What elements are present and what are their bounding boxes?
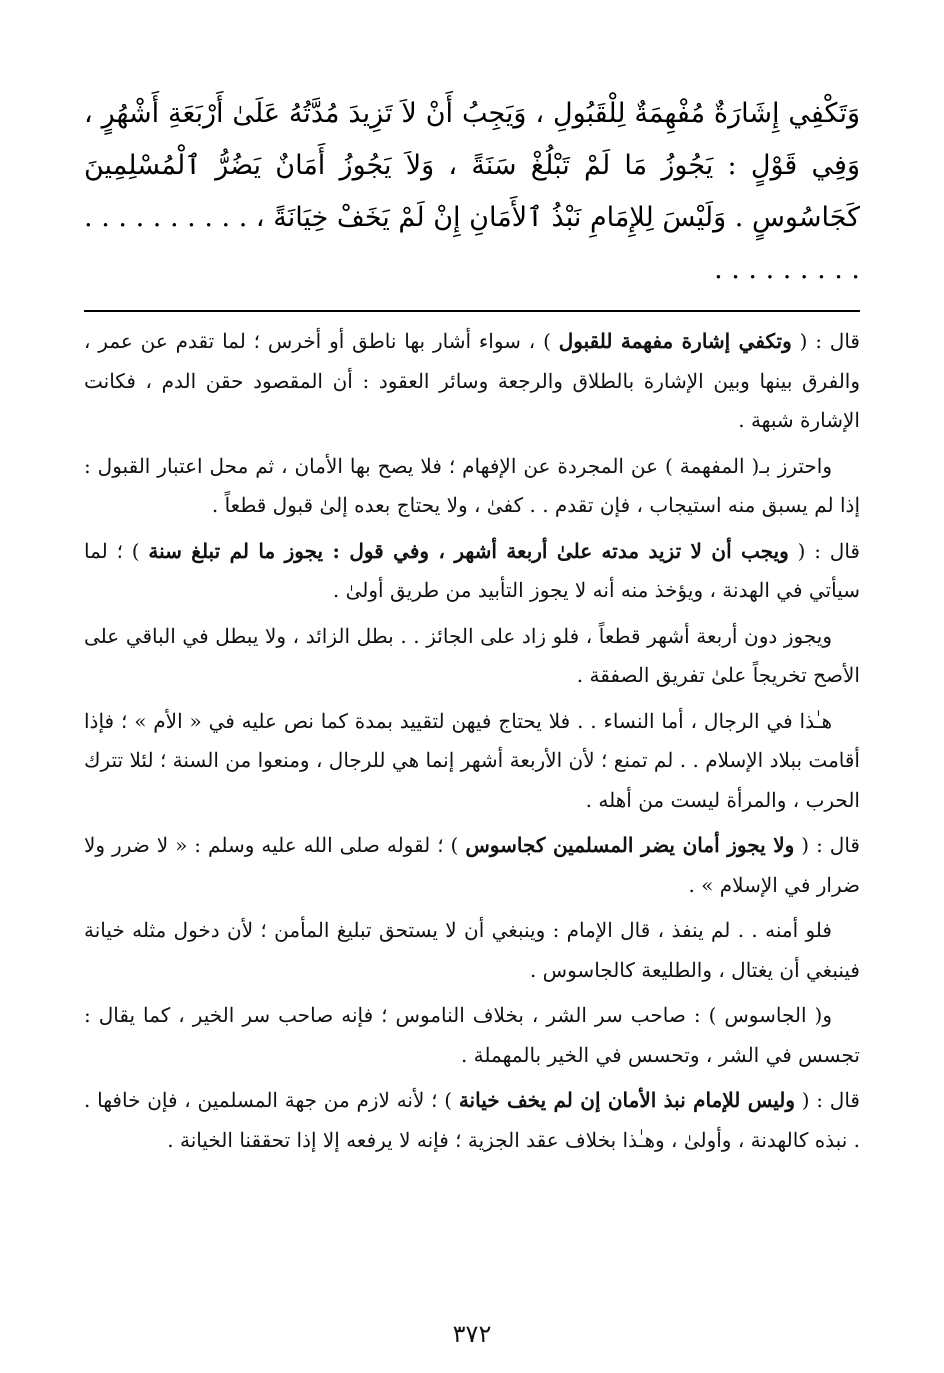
paragraph: قال : ( ويجب أن لا تزيد مدته علىٰ أربعة أشهر ، وفي قول : يجوز ما لم تبلغ سنة ) ؛ لما سيأتي في الهدنة ، ويؤخذ منه أنه لا يجوز التأبيد من طريق أولىٰ . <box>84 538 860 602</box>
page-body <box>84 88 860 1166</box>
paragraph: ويجوز دون أربعة أشهر قطعاً ، فلو زاد على الجائز . . بطل الزائد ، ولا يبطل في الباقي على الأصح تخريجاً علىٰ تفريق الصفقة . <box>84 623 860 687</box>
paragraph: و( الجاسوس ) : صاحب سر الشر ، بخلاف الناموس ؛ فإنه صاحب سر الخير ، كما يقال : تجسس في الشر ، وتحسس في الخير بالمهملة . <box>84 1003 860 1067</box>
paragraph: فلو أمنه . . لم ينفذ ، قال الإمام : وينبغي أن لا يستحق تبليغ المأمن ؛ لأن دخول مثله خيانة فينبغي أن يغتال ، والطليعة كالجاسوس . <box>84 918 860 982</box>
separator-rule <box>84 310 860 312</box>
paragraph: قال : ( ولا يجوز أمان يضر المسلمين كجاسوس ) ؛ لقوله صلى الله عليه وسلم : « لا ضرر ولا ضرار في الإسلام » . <box>84 833 860 897</box>
commentary <box>84 322 860 1160</box>
page-number: ٣٧٢ <box>452 1320 492 1348</box>
matn-text: وَتَكْفِي إِشَارَةٌ مُفْهِمَةٌ لِلْقَبُولِ ، وَيَجِبُ أَنْ لاَ تَزِيدَ مُدَّتُهُ عَلَىٰ أَرْبَعَةِ أَشْهُرٍ ، وَفِي قَوْلٍ : يَجُوزُ مَا لَمْ تَبْلُغْ سَنَةً ، وَلاَ يَجُوزُ أَمَانٌ يَضُرُّ ٱلْمُسْلِمِينَ كَجَاسُوسٍ . وَلَيْسَ لِلإِمَامِ نَبْذُ ٱلأَمَانِ إِنْ لَمْ يَخَفْ خِيَانَةً ، . . . . . . . . . . . . . . . . . . . <box>84 98 860 285</box>
paragraph: واحترز بـ( المفهمة ) عن المجردة عن الإفهام ؛ فلا يصح بها الأمان ، ثم محل اعتبار القبول : إذا لم يسبق منه استيجاب ، فإن تقدم . . كفىٰ ، ولا يحتاج بعده إلىٰ قبول قطعاً . <box>84 453 860 517</box>
paragraph: قال : ( وتكفي إشارة مفهمة للقبول ) ، سواء أشار بها ناطق أو أخرس ؛ لما تقدم عن عمر ، والفرق بينها وبين الإشارة بالطلاق والرجعة وسائر العقود : أن المقصود حقن الدم ، فكانت الإشارة شبهة . <box>84 329 860 432</box>
paragraph: هـٰذا في الرجال ، أما النساء . . فلا يحتاج فيهن لتقييد بمدة كما نص عليه في « الأم » ؛ فإذا أقامت ببلاد الإسلام . . لم تمنع ؛ لأن الأربعة أشهر إنما هي للرجال ، ومنعوا من السنة ؛ لئلا تترك الحرب ، والمرأة ليست من أهله . <box>84 708 860 812</box>
paragraph: قال : ( وليس للإمام نبذ الأمان إن لم يخف خيانة ) ؛ لأنه لازم من جهة المسلمين ، فإن خافها . . نبذه كالهدنة ، وأولىٰ ، وهـٰذا بخلاف عقد الجزية ؛ فإنه لا يرفعه إلا إذا تحققنا الخيانة . <box>84 1088 860 1152</box>
